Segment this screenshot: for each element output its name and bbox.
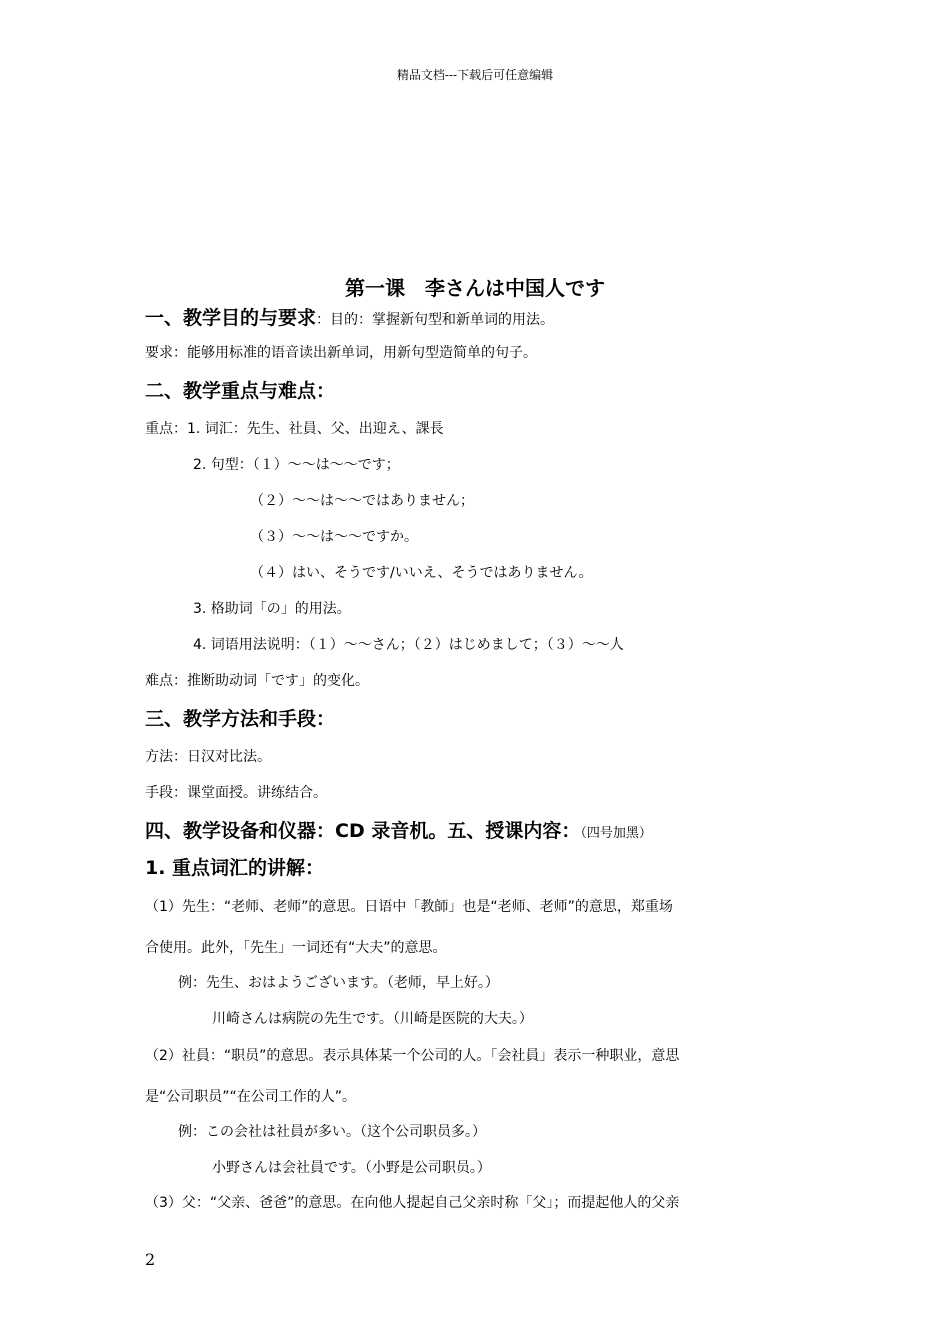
- vocab-2-example-1: 例：この会社は社員が多い。（这个公司职员多。）: [178, 1124, 486, 1140]
- vocab-1-line-a: （1）先生：“老师、老师”的意思。日语中「教師」也是“老师、老师”的意思，郑重场: [145, 899, 673, 915]
- key-point-3: 3. 格助词「の」的用法。: [193, 601, 351, 617]
- requirement-text: 要求：能够用标准的语音读出新单词，用新句型造简单的句子。: [145, 345, 537, 361]
- vocab-3-line-a: （3）父：“父亲、爸爸”的意思。在向他人提起自己父亲时称「父」；而提起他人的父亲: [145, 1195, 680, 1211]
- vocab-2-line-a: （2）社員：“职员”的意思。表示具体某一个公司的人。「会社員」表示一种职业，意思: [145, 1048, 680, 1064]
- page-header: 精品文档---下载后可任意编辑: [396, 68, 554, 82]
- section-1: [145, 303, 554, 330]
- section-2-heading: 二、教学重点与难点：: [145, 380, 336, 402]
- key-point-2c: （３）～～は～～ですか。: [250, 529, 418, 545]
- key-point-4: 4. 词语用法说明：（１）～～さん；（２）はじめまして；（３）～～人: [193, 637, 624, 653]
- section-1-heading: 一、教学目的与要求: [145, 307, 317, 329]
- difficulty-text: 难点：推断助动词「です」的变化。: [145, 673, 369, 689]
- vocab-2-example-2: 小野さんは会社員です。（小野是公司职员。）: [212, 1160, 491, 1176]
- vocab-1-line-b: 合使用。此外，「先生」一词还有“大夫”的意思。: [145, 940, 447, 956]
- page-number: 2: [145, 1250, 156, 1269]
- key-point-2: 2. 句型：（１）～～は～～です；: [193, 457, 400, 473]
- section-5-heading: 1. 重点词汇的讲解：: [145, 857, 325, 879]
- section-4-note: （四号加黑）: [580, 826, 652, 841]
- section-4: [145, 816, 652, 843]
- key-point-2b: （２）～～は～～ではありません；: [250, 493, 474, 509]
- section-3-heading: 三、教学方法和手段：: [145, 708, 336, 730]
- method-text: 方法：日汉对比法。: [145, 749, 271, 765]
- key-point-2d: （４）はい、そうです/いいえ、そうではありません。: [250, 565, 593, 581]
- vocab-2-line-b: 是“公司职员”“在公司工作的人”。: [145, 1089, 357, 1105]
- vocab-1-example-2: 川崎さんは病院の先生です。（川崎是医院的大夫。）: [212, 1011, 533, 1027]
- section-4-heading: 四、教学设备和仪器：CD 录音机。五、授课内容：: [145, 820, 581, 842]
- section-1-text: ：目的：掌握新句型和新单词的用法。: [316, 312, 555, 328]
- vocab-1-example-1: 例：先生、おはようございます。（老师，早上好。）: [178, 975, 499, 991]
- lesson-title: 第一课 李さんは中国人です: [345, 276, 605, 300]
- key-point-1: 重点：1. 词汇：先生、社員、父、出迎え、課長: [145, 421, 444, 437]
- means-text: 手段：课堂面授。讲练结合。: [145, 785, 327, 801]
